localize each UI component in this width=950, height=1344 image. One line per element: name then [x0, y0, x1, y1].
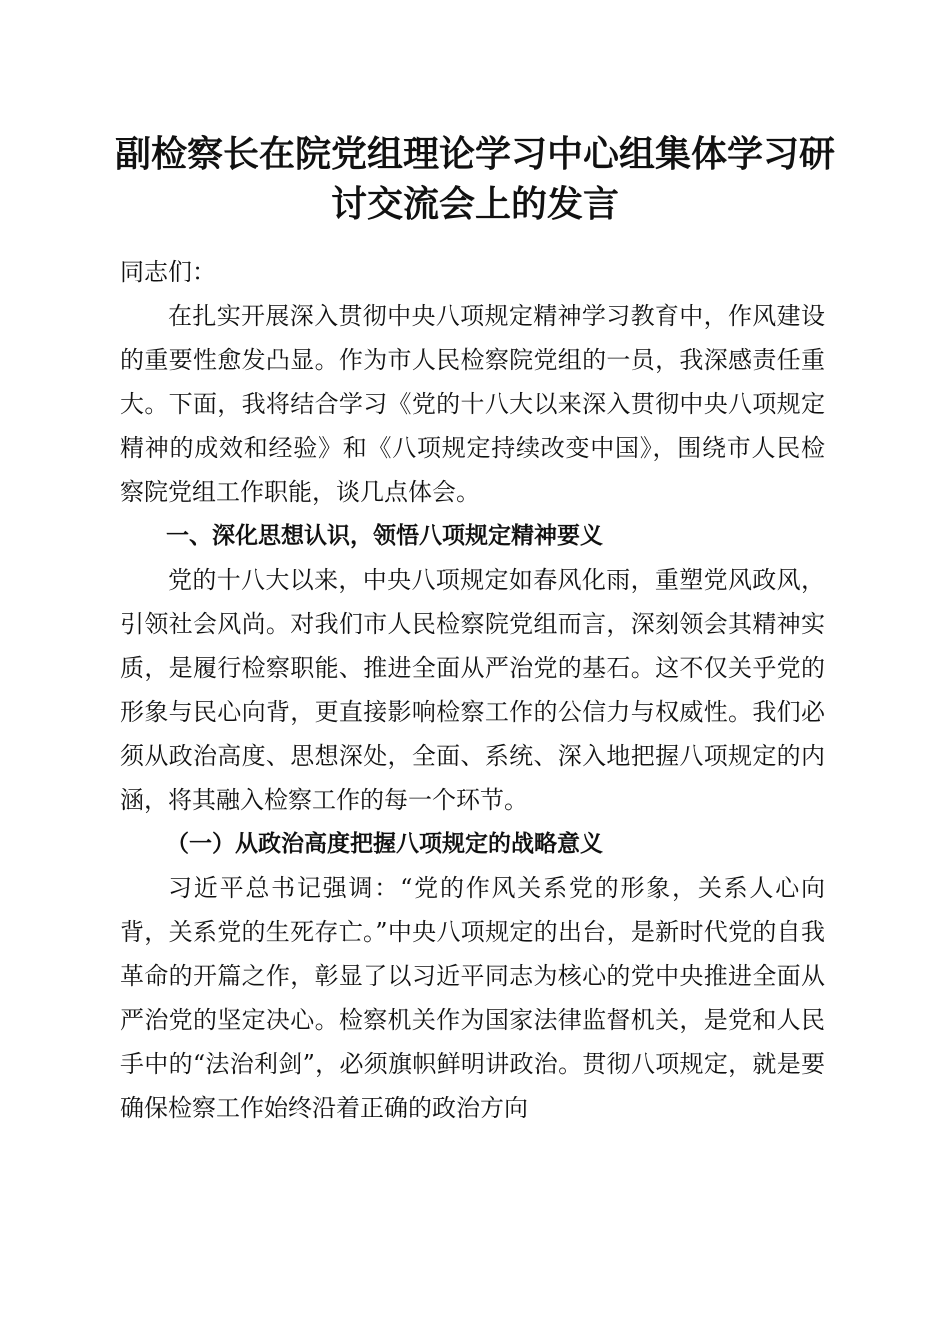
- section-heading-1: 一、深化思想认识，领悟八项规定精神要义: [166, 523, 603, 549]
- title-line-1: 副检察长在院党组理论学习中心组集体学习研: [114, 134, 835, 175]
- document-body: [120, 250, 825, 1130]
- subsection-heading-1: （一）从政治高度把握八项规定的战略意义: [166, 830, 603, 857]
- document-title: [100, 130, 850, 230]
- greeting: 同志们：: [120, 258, 216, 286]
- section-1-paragraph: 党的十八大以来，中央八项规定如春风化雨，重塑党风政风，引领社会风尚。对我们市人民检察院党组而言，深刻领会其精神实质，是履行检察职能、推进全面从严治党的基石。这不仅关乎党的形象与民心向背，更直接影响检察工作的公信力与权威性。我们必须从政治高度、思想深处，全面、系统、深入地把握八项规定的内涵，将其融入检察工作的每一个环节。: [120, 566, 825, 814]
- subsection-1-paragraph: 习近平总书记强调：“党的作风关系党的形象，关系人心向背，关系党的生死存亡。”中央八项规定的出台，是新时代党的自我革命的开篇之作，彰显了以习近平同志为核心的党中央推进全面从严治党的坚定决心。检察机关作为国家法律监督机关，是党和人民手中的“法治利剑”，必须旗帜鲜明讲政治。贯彻八项规定，就是要确保检察工作始终沿着正确的政治方向: [120, 874, 825, 1122]
- title-line-2: 讨交流会上的发言: [330, 184, 619, 225]
- intro-paragraph: 在扎实开展深入贯彻中央八项规定精神学习教育中，作风建设的重要性愈发凸显。作为市人民检察院党组的一员，我深感责任重大。下面，我将结合学习《党的十八大以来深入贯彻中央八项规定精神的成效和经验》和《八项规定持续改变中国》，围绕市人民检察院党组工作职能，谈几点体会。: [120, 302, 825, 506]
